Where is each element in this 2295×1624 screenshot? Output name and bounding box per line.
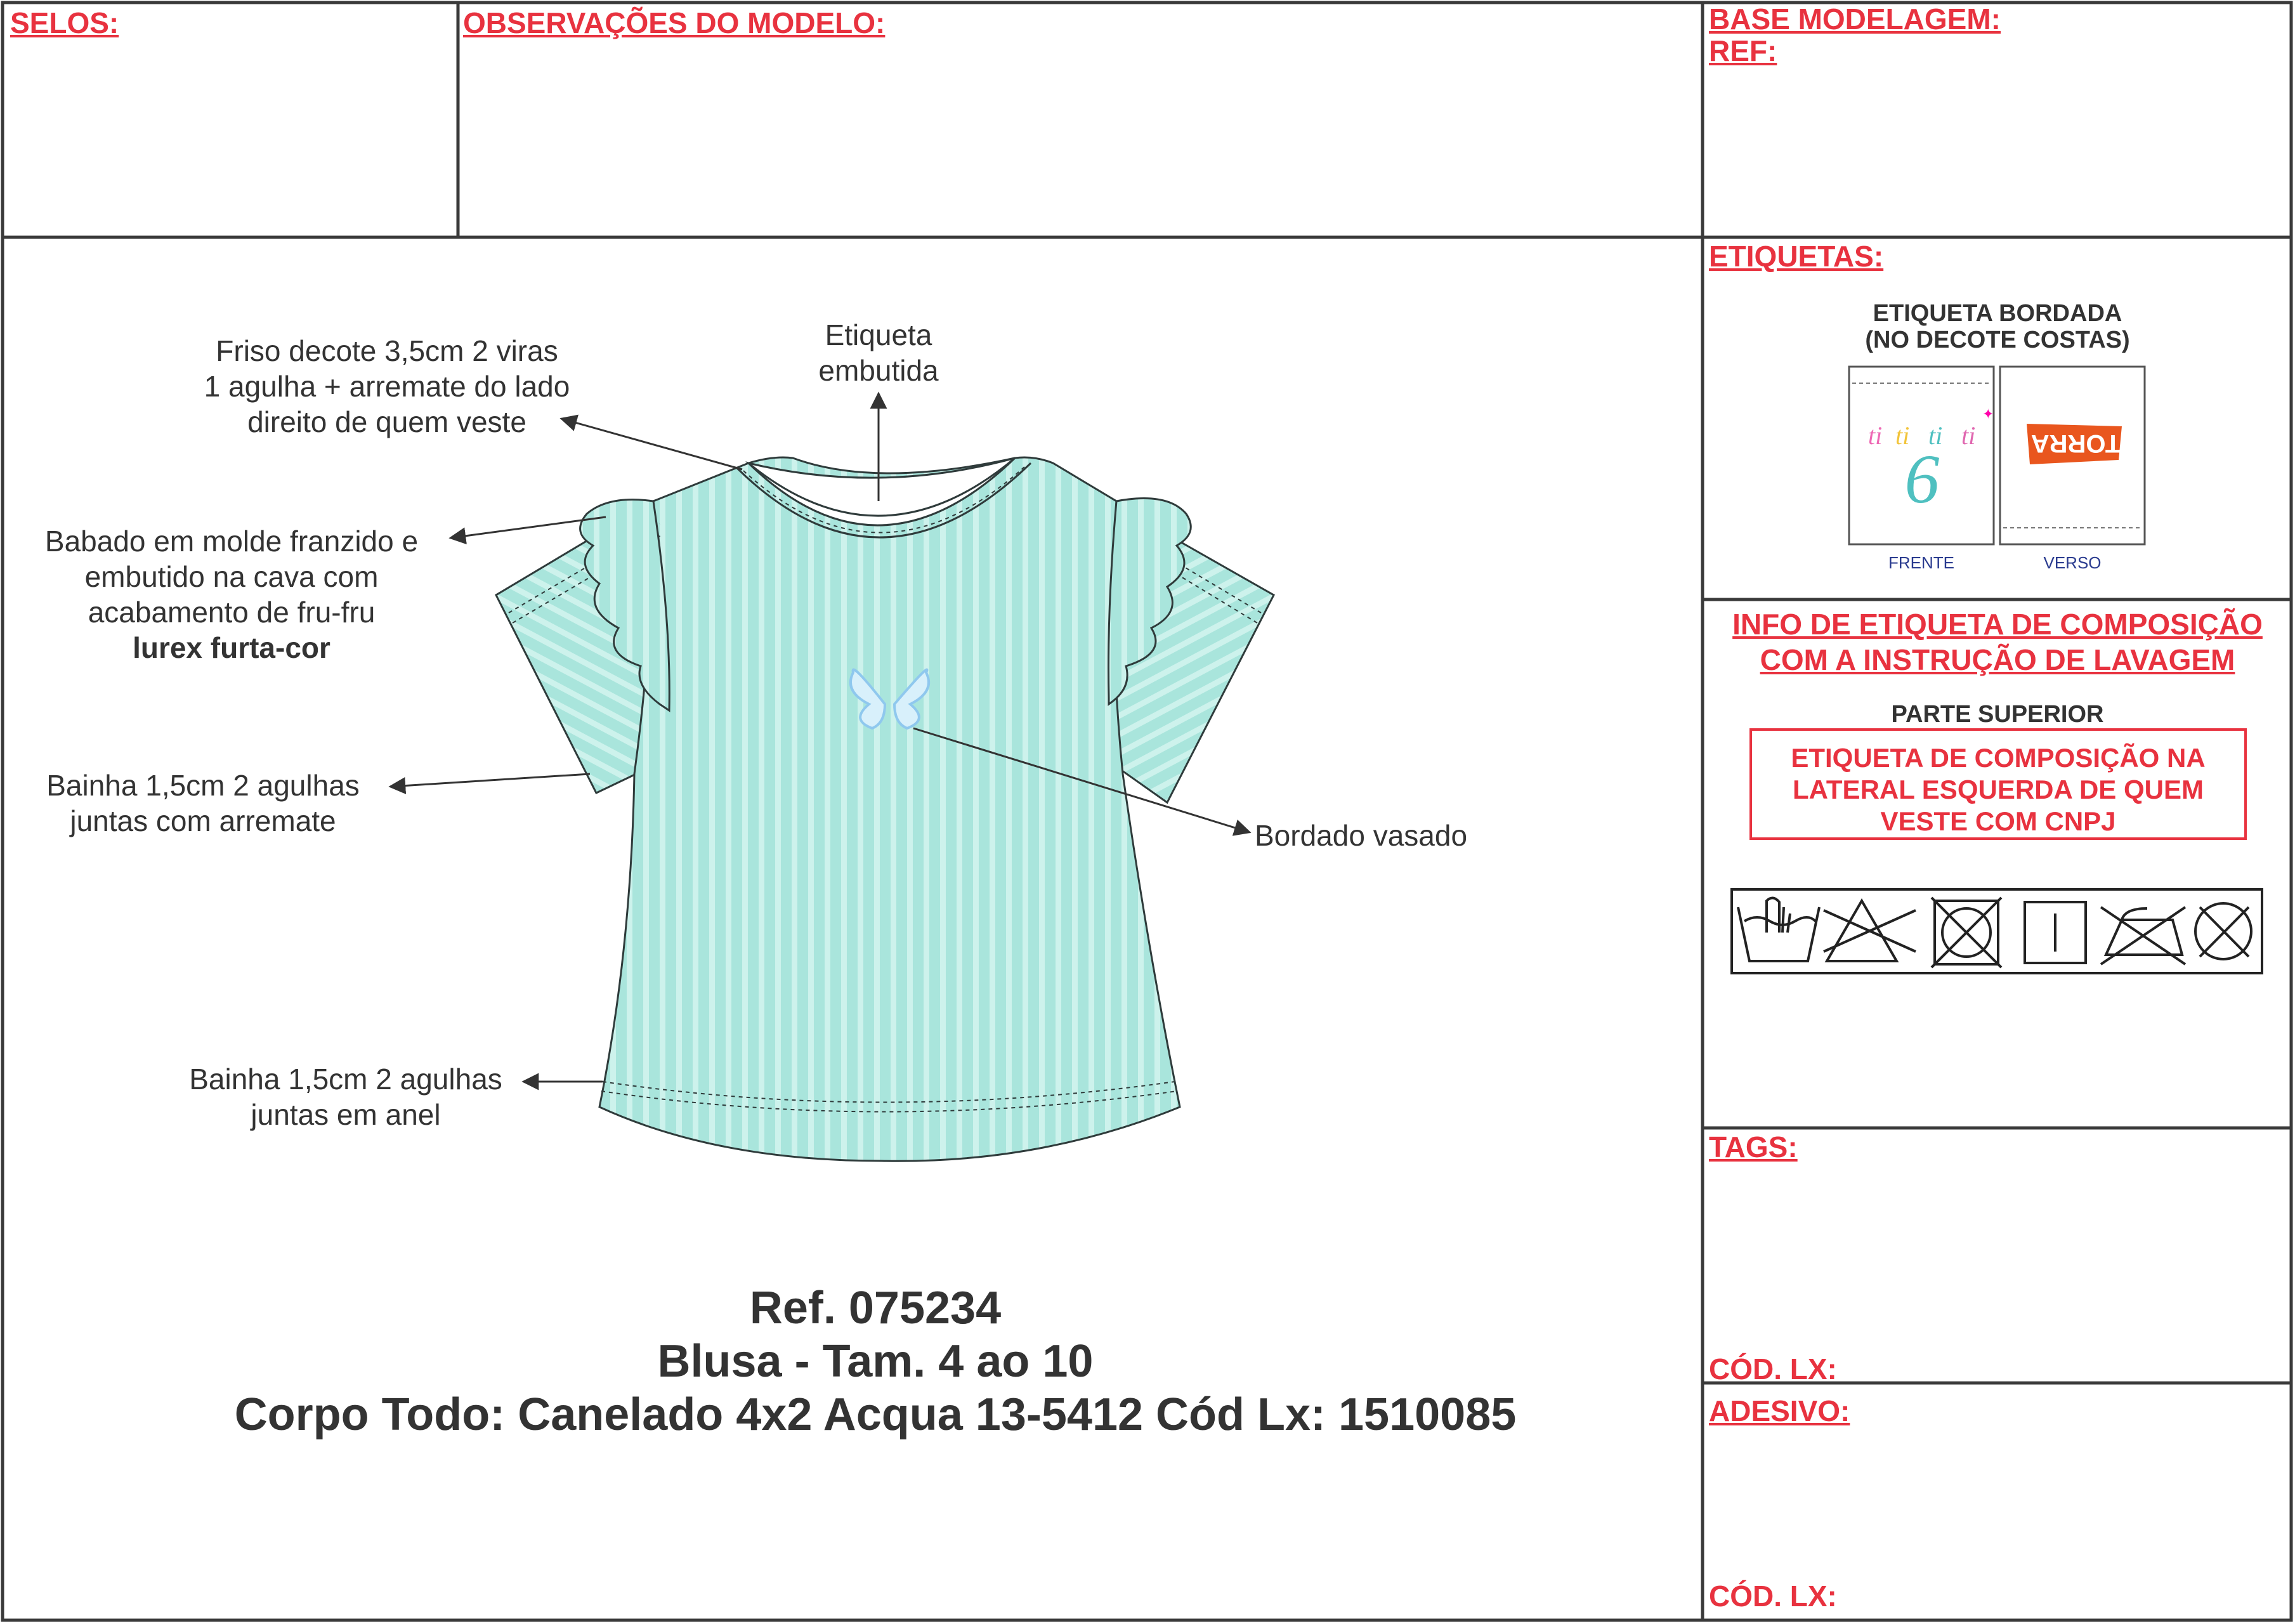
body <box>599 457 1180 1161</box>
svg-text:✦: ✦ <box>1982 406 1994 422</box>
verso-label: VERSO <box>2043 553 2102 572</box>
composicao-box-line-3: VESTE COM CNPJ <box>1880 806 2116 836</box>
composicao-instruction-box <box>1749 728 2247 840</box>
note-babado-bold: lurex furta-cor <box>133 631 330 664</box>
etiquetas-title: ETIQUETAS: <box>1709 240 1884 273</box>
selos-label: SELOS: <box>10 6 119 39</box>
adesivo-title: ADESIVO: <box>1709 1394 1850 1427</box>
note-babado-line-1: Babado em molde franzido e <box>44 525 419 558</box>
note-etiqueta-embutida <box>780 317 977 388</box>
note-babado-line-3: acabamento de fru-fru <box>88 596 376 629</box>
care-symbols-strip <box>1732 889 2262 973</box>
note-bainha-barra-line-2: juntas em anel <box>251 1098 441 1131</box>
composicao-box-line-1: ETIQUETA DE COMPOSIÇÃO NA <box>1791 743 2206 773</box>
note-etiqueta-line-2: embutida <box>818 354 939 387</box>
svg-text:ti: ti <box>1928 421 1943 450</box>
composicao-title-line-1: INFO DE ETIQUETA DE COMPOSIÇÃO <box>1732 608 2263 641</box>
note-bordado-vasado: Bordado vasado <box>1255 819 1468 852</box>
svg-text:ti: ti <box>1961 421 1976 450</box>
note-friso-decote <box>165 333 609 440</box>
product-name: Blusa - Tam. 4 ao 10 <box>657 1336 1094 1387</box>
note-friso-line-2: 1 agulha + arremate do lado <box>204 370 570 403</box>
product-ref: Ref. 075234 <box>749 1283 1002 1333</box>
tags-cod-lx: CÓD. LX: <box>1709 1352 1837 1385</box>
etiqueta-bordada-line-2: (NO DECOTE COSTAS) <box>1865 327 2130 353</box>
base-modelagem-label: BASE MODELAGEM: <box>1709 3 2001 36</box>
label-size-number: 6 <box>1904 440 1940 518</box>
note-bainha-barra-line-1: Bainha 1,5cm 2 agulhas <box>189 1063 502 1096</box>
etiqueta-bordada-line-1: ETIQUETA BORDADA <box>1873 300 2122 327</box>
observacoes-label: OBSERVAÇÕES DO MODELO: <box>463 6 886 39</box>
tags-title: TAGS: <box>1709 1130 1798 1163</box>
note-bainha-manga <box>19 768 387 839</box>
product-fabric: Corpo Todo: Canelado 4x2 Acqua 13-5412 Cód Lx: 1510085 <box>234 1389 1517 1440</box>
note-friso-line-1: Friso decote 3,5cm 2 viras <box>216 334 558 367</box>
ref-label: REF: <box>1709 34 1777 67</box>
parte-superior-label: PARTE SUPERIOR <box>1891 701 2104 728</box>
frente-label: FRENTE <box>1888 553 1954 572</box>
note-etiqueta-line-1: Etiqueta <box>825 318 932 351</box>
adesivo-cod-lx: CÓD. LX: <box>1709 1580 1837 1613</box>
note-babado <box>19 523 444 665</box>
note-bainha-barra <box>162 1061 530 1132</box>
no-tumble-dry-icon <box>1932 898 2001 967</box>
composicao-box-line-2: LATERAL ESQUERDA DE QUEM <box>1793 775 2204 804</box>
svg-text:ti: ti <box>1895 421 1910 450</box>
label-brand-text: TORRA <box>2030 429 2121 457</box>
note-bainha-manga-line-2: juntas com arremate <box>70 804 336 837</box>
note-babado-line-2: embutido na cava com <box>84 560 379 593</box>
note-bainha-manga-line-1: Bainha 1,5cm 2 agulhas <box>46 769 360 802</box>
note-friso-line-3: direito de quem veste <box>247 405 526 438</box>
composicao-title-line-2: COM A INSTRUÇÃO DE LAVAGEM <box>1760 643 2235 676</box>
blouse-flat-sketch <box>496 457 1274 1161</box>
svg-text:ti: ti <box>1868 421 1883 450</box>
